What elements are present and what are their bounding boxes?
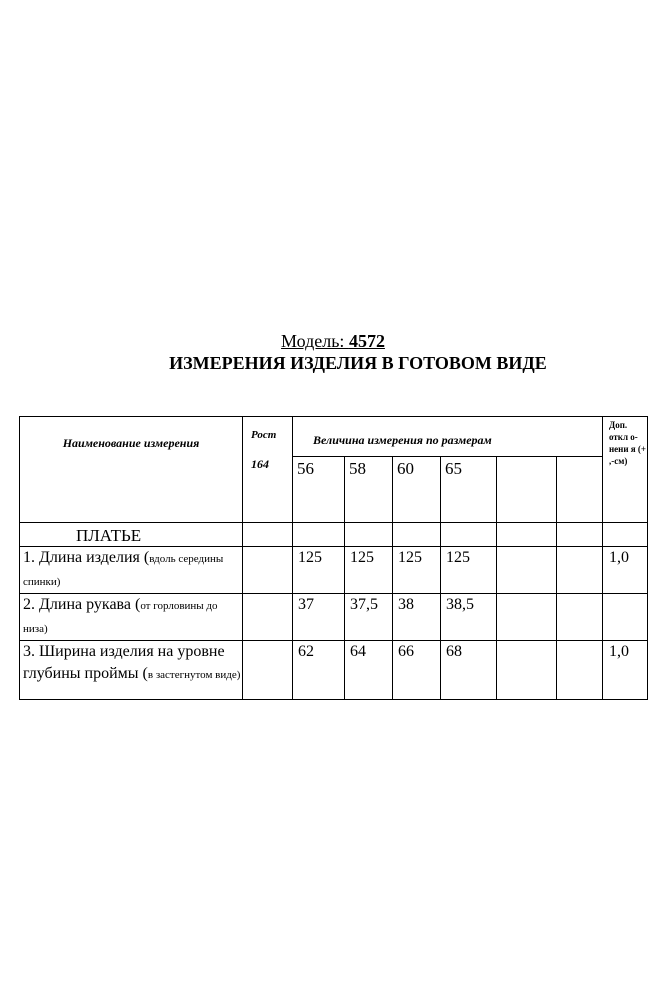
table-cell (557, 547, 603, 594)
row-label (20, 641, 243, 700)
empty-cell (293, 523, 345, 547)
rost-value: 164 (251, 457, 269, 471)
table-cell: 64 (345, 641, 393, 700)
row-label-main: 1. Длина изделия ( (23, 549, 150, 566)
size-header-cell: 58 (345, 457, 393, 523)
column-header-name: Наименование измерения (20, 417, 243, 523)
tolerance-cell (603, 594, 648, 641)
column-header-rost (243, 417, 293, 523)
empty-cell (243, 523, 293, 547)
section-title: ПЛАТЬЕ (20, 523, 243, 547)
model-title (0, 330, 666, 352)
row-label-note: от горловины до низа) (23, 600, 218, 635)
table-cell: 68 (441, 641, 497, 700)
empty-cell (243, 594, 293, 641)
size-header-cell (557, 457, 603, 523)
table-cell (497, 641, 557, 700)
page-title: ИЗМЕРЕНИЯ ИЗДЕЛИЯ В ГОТОВОМ ВИДЕ (169, 353, 547, 373)
table-cell: 125 (393, 547, 441, 594)
table-cell: 125 (293, 547, 345, 594)
table-cell: 37 (293, 594, 345, 641)
empty-cell (557, 523, 603, 547)
size-header-cell: 56 (293, 457, 345, 523)
row-label-note: в застегнутом виде) (147, 669, 241, 681)
model-number: 4572 (348, 331, 385, 351)
empty-cell (243, 547, 293, 594)
empty-cell (243, 641, 293, 700)
table-cell: 38 (393, 594, 441, 641)
empty-cell (345, 523, 393, 547)
table-cell: 66 (393, 641, 441, 700)
table-cell: 125 (345, 547, 393, 594)
model-label: Модель: (281, 331, 349, 351)
table-cell: 38,5 (441, 594, 497, 641)
rost-label: Рост (251, 429, 277, 441)
table-cell: 125 (441, 547, 497, 594)
empty-cell (441, 523, 497, 547)
size-header-cell (497, 457, 557, 523)
row-label-note: вдоль середины спинки) (23, 553, 224, 588)
row-label-main: 3. Ширина изделия на уровне глубины проймы ( (23, 643, 225, 682)
row-label-main: 2. Длина рукава ( (23, 596, 141, 613)
size-header-cell: 60 (393, 457, 441, 523)
row-label (20, 594, 243, 641)
size-header-cell: 65 (441, 457, 497, 523)
table-cell: 62 (293, 641, 345, 700)
table-cell: 37,5 (345, 594, 393, 641)
table-row (20, 547, 648, 594)
measurements-table (19, 416, 648, 700)
tolerance-cell: 1,0 (603, 641, 648, 700)
table-cell (557, 594, 603, 641)
table-cell (557, 641, 603, 700)
table-row (20, 641, 648, 700)
tolerance-cell: 1,0 (603, 547, 648, 594)
table-cell (497, 594, 557, 641)
column-header-sizes: Величина измерения по размерам (293, 417, 603, 457)
empty-cell (497, 523, 557, 547)
table-row (20, 594, 648, 641)
row-label (20, 547, 243, 594)
column-header-tolerance: Доп. откл о- нени я (+ ,-см) (603, 417, 648, 523)
empty-cell (393, 523, 441, 547)
table-cell (497, 547, 557, 594)
empty-cell (603, 523, 648, 547)
